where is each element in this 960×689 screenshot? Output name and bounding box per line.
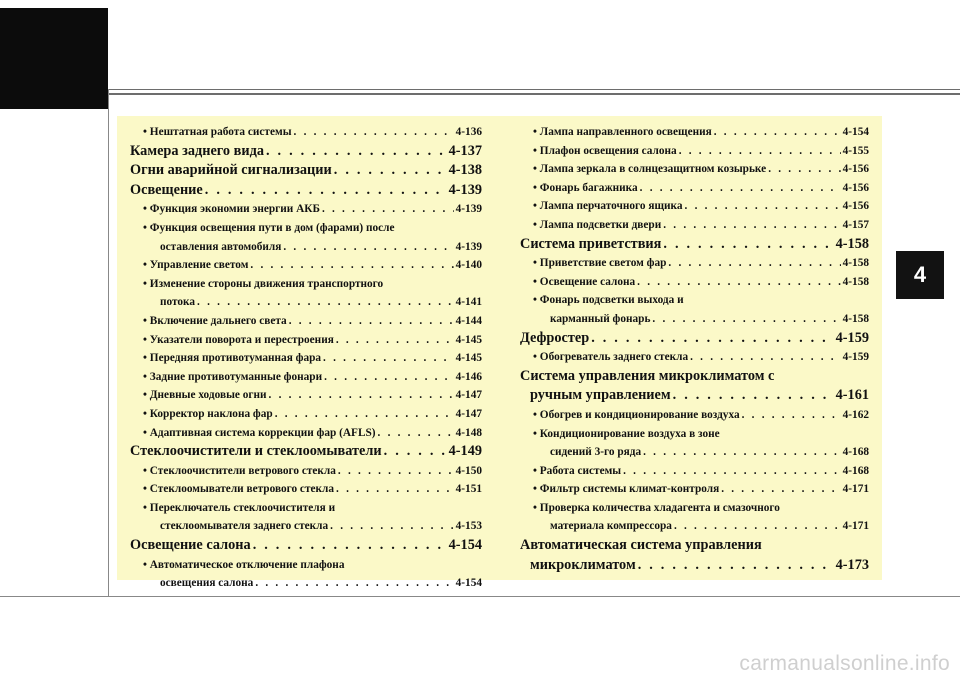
leader-dots xyxy=(321,349,454,368)
toc-page-number[interactable]: 4-156 xyxy=(842,163,869,176)
toc-entry-label: • Передняя противотуманная фара xyxy=(143,352,322,365)
leader-dots xyxy=(287,312,454,331)
toc-entry[interactable] xyxy=(130,219,482,256)
leader-dots xyxy=(251,536,447,556)
toc-entry[interactable] xyxy=(130,368,482,387)
toc-entry[interactable] xyxy=(130,386,482,405)
toc-entry-label: стеклоомывателя заднего стекла xyxy=(160,520,329,533)
toc-page-number[interactable]: 4-139 xyxy=(448,181,482,198)
toc-entry-line2 xyxy=(130,574,482,593)
toc-entry-label: • Включение дальнего света xyxy=(143,314,287,327)
toc-section[interactable] xyxy=(520,235,869,255)
toc-page-number[interactable]: 4-137 xyxy=(448,142,482,159)
toc-entry-line1: • Переключатель стеклоочистителя и xyxy=(143,501,336,514)
leader-dots xyxy=(719,480,840,499)
toc-page-number[interactable]: 4-154 xyxy=(448,537,482,554)
toc-entry[interactable] xyxy=(520,348,869,367)
toc-page-number[interactable]: 4-158 xyxy=(842,257,869,270)
toc-right-column xyxy=(520,123,869,575)
toc-page-number[interactable]: 4-150 xyxy=(455,464,482,477)
toc-entry-label: • Адаптивная система коррекции фар (AFLS) xyxy=(143,426,376,439)
toc-entry[interactable] xyxy=(520,291,869,328)
toc-page-number[interactable]: 4-173 xyxy=(835,556,869,573)
toc-section[interactable] xyxy=(130,442,482,462)
toc-section[interactable] xyxy=(130,181,482,201)
toc-entry-label: • Плафон освещения салона xyxy=(533,144,677,157)
leader-dots xyxy=(382,442,447,462)
toc-entry-label: Система приветствия xyxy=(520,235,662,252)
toc-entry[interactable] xyxy=(130,405,482,424)
toc-entry-line1: • Автоматическое отключение плафона xyxy=(143,558,345,571)
toc-entry[interactable] xyxy=(520,425,869,462)
toc-entry-label: • Стеклоомыватели ветрового стекла xyxy=(143,483,335,496)
leader-dots xyxy=(683,197,841,216)
toc-page-number[interactable]: 4-158 xyxy=(835,235,869,252)
toc-page-number[interactable]: 4-158 xyxy=(842,312,869,325)
toc-entry-label: • Указатели поворота и перестроения xyxy=(143,333,334,346)
toc-page-number[interactable]: 4-161 xyxy=(835,387,869,404)
leader-dots xyxy=(267,386,454,405)
leader-dots xyxy=(671,386,834,406)
leader-dots xyxy=(195,293,454,312)
toc-entry[interactable] xyxy=(520,197,869,216)
leader-dots xyxy=(336,462,454,481)
toc-page-number[interactable]: 4-168 xyxy=(842,464,869,477)
toc-entry-label: микроклиматом xyxy=(530,556,636,573)
leader-dots xyxy=(650,310,840,329)
toc-entry-line1: • Изменение стороны движения транспортного xyxy=(143,277,384,290)
toc-entry-line1: Система управления микроклиматом с xyxy=(520,367,775,384)
toc-entry-label: Освещение xyxy=(130,181,203,198)
toc-entry-label: • Функция экономии энергии АКБ xyxy=(143,203,320,216)
toc-entry[interactable] xyxy=(130,462,482,481)
toc-page-number[interactable]: 4-168 xyxy=(842,446,869,459)
leader-dots xyxy=(332,161,447,181)
toc-entry-label: материала компрессора xyxy=(550,520,672,533)
toc-page-number[interactable]: 4-139 xyxy=(455,203,482,216)
toc-page-number[interactable]: 4-159 xyxy=(842,351,869,364)
toc-entry-label: • Обогрев и кондиционирование воздуха xyxy=(533,408,740,421)
header-rule xyxy=(108,89,960,90)
toc-entry[interactable] xyxy=(130,200,482,219)
leader-dots xyxy=(248,256,453,275)
leader-dots xyxy=(666,254,840,273)
toc-entry-label: потока xyxy=(160,296,196,309)
leader-dots xyxy=(672,517,841,536)
leader-dots xyxy=(264,142,447,162)
toc-page-number[interactable]: 4-154 xyxy=(455,577,482,590)
toc-page-number[interactable]: 4-136 xyxy=(455,126,482,138)
leader-dots xyxy=(766,160,840,179)
toc-entry-label: • Лампа зеркала в солнцезащитном козырьке xyxy=(533,163,767,176)
toc-entry[interactable] xyxy=(130,480,482,499)
leader-dots xyxy=(677,142,841,161)
toc-page-number[interactable]: 4-147 xyxy=(455,389,482,402)
leader-dots xyxy=(334,331,454,350)
toc-entry-line1: • Кондиционирование воздуха в зоне xyxy=(533,427,720,440)
leader-dots xyxy=(328,517,454,536)
toc-page-number[interactable]: 4-139 xyxy=(455,240,482,253)
toc-entry[interactable] xyxy=(520,254,869,273)
toc-entry-label: ручным управлением xyxy=(530,387,671,404)
toc-page-number[interactable]: 4-156 xyxy=(842,181,869,194)
toc-entry-line1: • Фонарь подсветки выхода и xyxy=(533,294,684,307)
toc-page-number[interactable]: 4-145 xyxy=(455,333,482,346)
toc-page-number[interactable]: 4-158 xyxy=(842,275,869,288)
toc-entry-line2 xyxy=(130,238,482,257)
toc-section[interactable] xyxy=(130,142,482,162)
toc-entry-label: Стеклоочистители и стеклоомыватели xyxy=(130,443,382,460)
toc-entry[interactable] xyxy=(130,499,482,536)
toc-entry-label: • Задние противотуманные фонари xyxy=(143,370,323,383)
toc-entry[interactable] xyxy=(520,406,869,425)
toc-entry-line2 xyxy=(520,517,869,536)
toc-page-number[interactable]: 4-148 xyxy=(455,426,482,439)
toc-page-number[interactable]: 4-171 xyxy=(842,483,869,496)
toc-entry[interactable] xyxy=(130,424,482,443)
toc-entry-label: • Лампа подсветки двери xyxy=(533,218,662,231)
leader-dots xyxy=(638,179,841,198)
toc-entry-line2 xyxy=(520,310,869,329)
leader-dots xyxy=(322,368,454,387)
toc-entry[interactable] xyxy=(520,142,869,161)
toc-entry[interactable] xyxy=(130,556,482,593)
leader-dots xyxy=(203,181,447,201)
toc-entry-label: Дефростер xyxy=(520,329,590,346)
toc-entry-label: Освещение салона xyxy=(130,537,251,554)
toc-entry[interactable] xyxy=(130,275,482,312)
leader-dots xyxy=(635,273,840,292)
leader-dots xyxy=(740,406,841,425)
leader-dots xyxy=(253,574,453,593)
toc-page-number[interactable]: 4-151 xyxy=(455,483,482,496)
toc-entry-line2 xyxy=(130,517,482,536)
toc-entry-label: сидений 3-го ряда xyxy=(550,446,642,459)
leader-dots xyxy=(376,424,454,443)
leader-dots xyxy=(641,443,841,462)
toc-entry-label: • Корректор наклона фар xyxy=(143,407,273,420)
toc-page-number[interactable]: 4-153 xyxy=(455,520,482,533)
toc-entry-label: карманный фонарь xyxy=(550,312,651,325)
toc-entry-label: • Управление светом xyxy=(143,259,249,272)
toc-entry-label: • Фильтр системы климат-контроля xyxy=(533,483,720,496)
toc-page-number[interactable]: 4-145 xyxy=(455,352,482,365)
toc-entry-line1: • Проверка количества хладагента и смазочного xyxy=(533,501,780,514)
toc-page-number[interactable]: 4-171 xyxy=(842,520,869,533)
toc-entry[interactable] xyxy=(520,499,869,536)
corner-black-block xyxy=(0,8,108,109)
leader-dots xyxy=(273,405,454,424)
toc-entry-label: освещения салона xyxy=(160,577,254,590)
toc-entry[interactable] xyxy=(520,216,869,235)
toc-entry-label: Огни аварийной сигнализации xyxy=(130,162,332,179)
toc-entry-label: оставления автомобиля xyxy=(160,240,282,253)
toc-entry-label: • Освещение салона xyxy=(533,275,636,288)
toc-page-number[interactable]: 4-141 xyxy=(455,296,482,309)
toc-entry[interactable] xyxy=(520,462,869,481)
footer-rule xyxy=(0,596,960,597)
leader-dots xyxy=(292,123,454,142)
toc-section[interactable] xyxy=(520,329,869,349)
toc-page-number[interactable]: 4-156 xyxy=(842,200,869,213)
toc-page-number[interactable]: 4-157 xyxy=(842,218,869,231)
toc-entry-label: • Стеклоочистители ветрового стекла xyxy=(143,464,336,477)
toc-entry[interactable] xyxy=(520,273,869,292)
leader-dots xyxy=(621,462,841,481)
leader-dots xyxy=(281,238,453,257)
toc-entry-line1: Автоматическая система управления xyxy=(520,537,762,554)
toc-page-number[interactable]: 4-138 xyxy=(448,162,482,179)
toc-entry[interactable] xyxy=(520,480,869,499)
toc-page-number[interactable]: 4-144 xyxy=(455,314,482,327)
toc-entry[interactable] xyxy=(520,123,869,142)
leader-dots xyxy=(320,200,454,219)
toc-entry[interactable] xyxy=(130,312,482,331)
toc-entry-line2 xyxy=(520,443,869,462)
toc-page-number[interactable]: 4-146 xyxy=(455,370,482,383)
watermark: carmanualsonline.info xyxy=(739,652,950,675)
toc-entry-line1: • Функция освещения пути в дом (фарами) после xyxy=(143,221,395,234)
toc-page-number[interactable]: 4-159 xyxy=(835,329,869,346)
toc-page-number[interactable]: 4-140 xyxy=(455,259,482,272)
leader-dots xyxy=(712,123,841,142)
toc-entry-label: • Дневные ходовые огни xyxy=(143,389,267,402)
toc-entry-label: • Лампа перчаточного ящика xyxy=(533,200,683,213)
leader-dots xyxy=(589,329,833,349)
toc-entry-label: • Обогреватель заднего стекла xyxy=(533,351,689,364)
toc-entry-line2 xyxy=(130,293,482,312)
toc-entry-line2 xyxy=(520,556,869,576)
toc-entry[interactable] xyxy=(520,160,869,179)
toc-entry-label: Камера заднего вида xyxy=(130,142,264,159)
toc-entry-label: • Приветствие светом фар xyxy=(533,257,667,270)
toc-section[interactable] xyxy=(130,536,482,556)
toc-page-number[interactable]: 4-149 xyxy=(448,443,482,460)
leader-dots xyxy=(334,480,454,499)
toc-entry[interactable] xyxy=(130,331,482,350)
leader-dots xyxy=(661,235,833,255)
toc-left-column xyxy=(130,123,482,593)
toc-page-number[interactable]: 4-155 xyxy=(842,144,869,157)
leader-dots xyxy=(688,348,841,367)
toc-entry[interactable] xyxy=(520,367,869,406)
toc-entry-label: • Лампа направленного освещения xyxy=(533,126,712,138)
header-rule-thick xyxy=(108,93,960,95)
toc-entry-label: • Фонарь багажника xyxy=(533,181,638,194)
toc-entry[interactable] xyxy=(130,256,482,275)
toc-entry[interactable] xyxy=(130,349,482,368)
toc-entry-label: • Нештатная работа системы xyxy=(143,126,292,138)
toc-page-number[interactable]: 4-147 xyxy=(455,407,482,420)
toc-page-number[interactable]: 4-162 xyxy=(842,408,869,421)
toc-section[interactable] xyxy=(130,161,482,181)
margin-rule xyxy=(108,89,109,596)
toc-page-number[interactable]: 4-154 xyxy=(842,126,869,138)
toc-entry[interactable] xyxy=(520,536,869,575)
toc-entry-line2 xyxy=(520,386,869,406)
toc-entry[interactable] xyxy=(520,179,869,198)
leader-dots xyxy=(636,556,834,576)
chapter-tab[interactable]: 4 xyxy=(896,251,944,299)
leader-dots xyxy=(661,216,840,235)
toc-entry-label: • Работа системы xyxy=(533,464,622,477)
toc-entry[interactable] xyxy=(130,123,482,142)
